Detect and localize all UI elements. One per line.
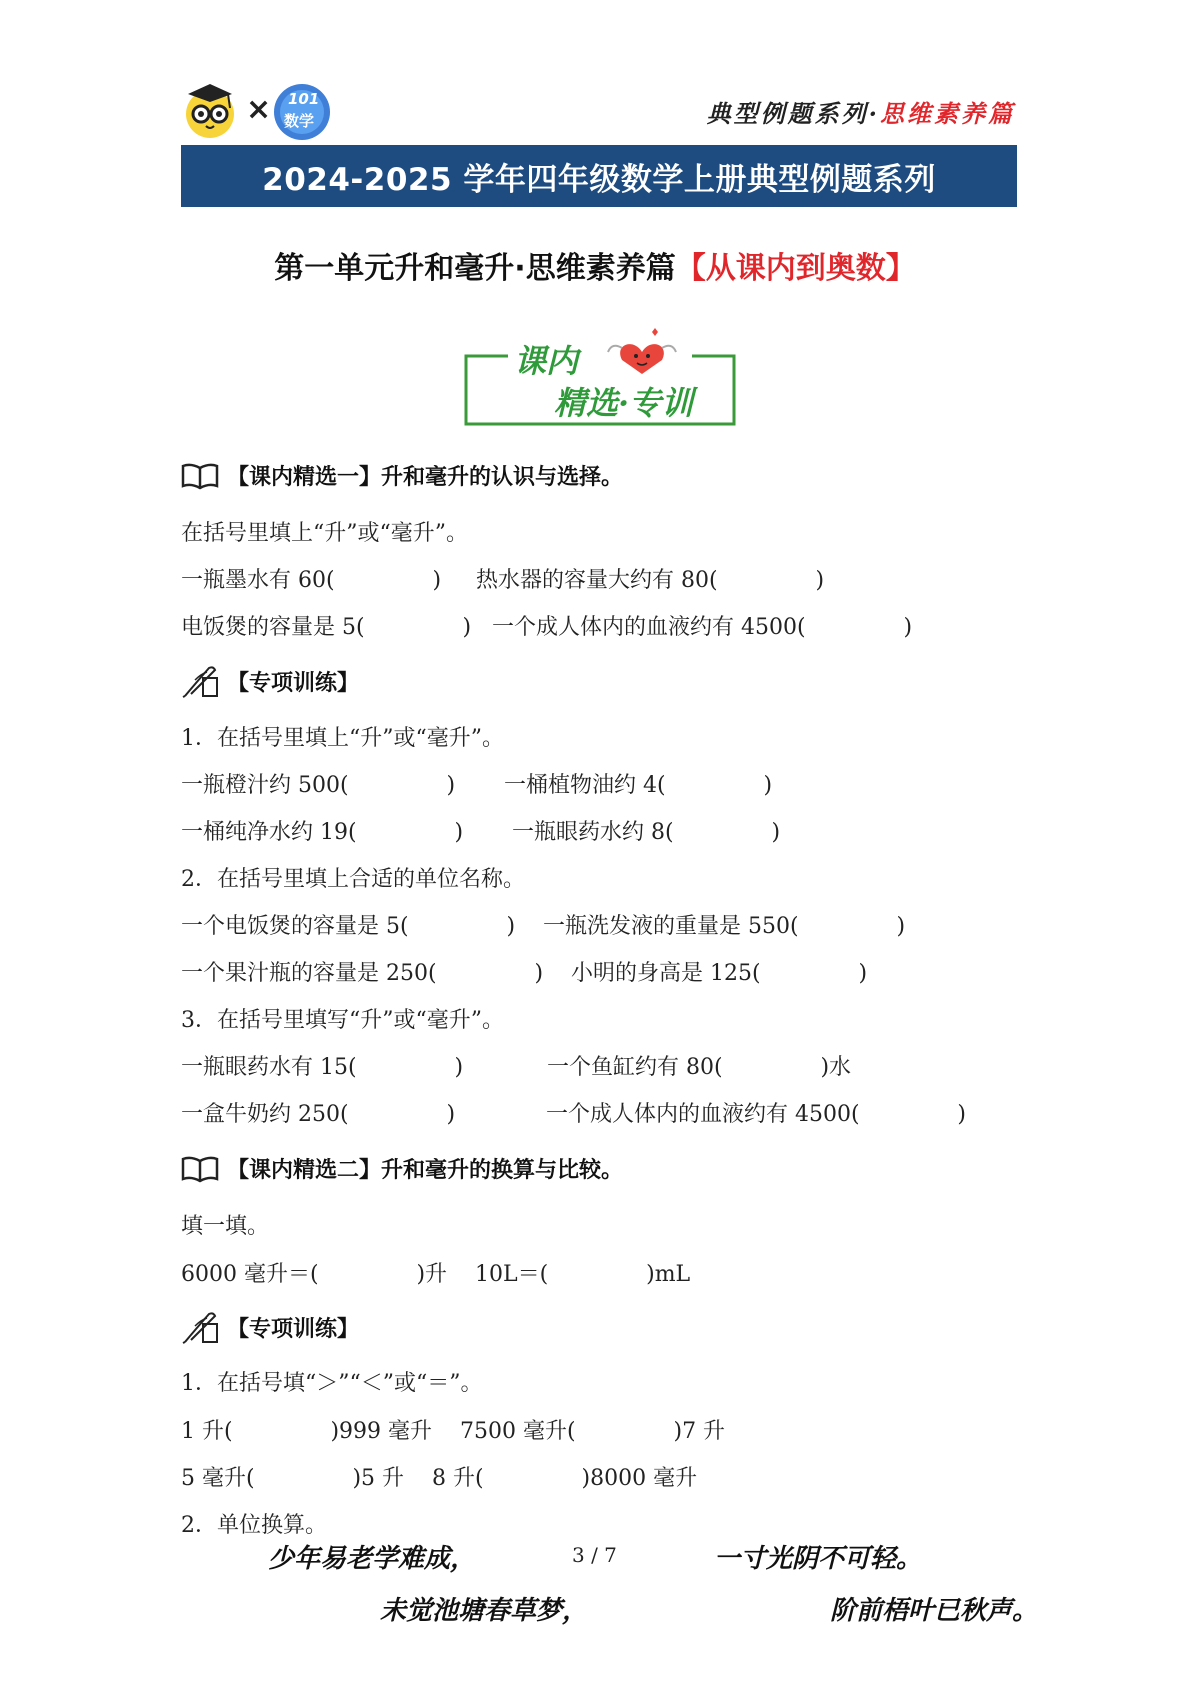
logo-text-math: 数学 [284,112,315,130]
t1-line-7: 3．在括号里填写“升”或“毫升”。 [181,1008,504,1033]
section-heading-1 [181,460,623,491]
series-title-main: 典型例题系列· [706,99,880,128]
t1-line-5: 一个电饭煲的容量是 5( ) 一瓶洗发液的重量是 550( ) [181,914,906,939]
t1-line-2: 一瓶橙汁约 500( ) 一桶植物油约 4( ) [181,773,773,798]
times-sign: × [246,92,272,127]
open-book-icon [181,462,219,490]
footer-poem-2: 一寸光阴不可轻。 [714,1544,923,1574]
t1-line-8: 一瓶眼药水有 15( ) 一个鱼缸约有 80( )水 [181,1055,852,1080]
logo-text-101: 101 [288,90,320,108]
quill-pen-icon [181,664,219,698]
section-heading-1-text: 【课内精选一】升和毫升的认识与选择。 [227,465,624,490]
s2-line-2: 6000 毫升＝( )升 10L＝( )mL [181,1262,691,1287]
footer-poem-3: 未觉池塘春草梦， [380,1596,589,1626]
quill-pen-icon [181,1310,219,1344]
section-heading-2 [181,1153,623,1184]
open-book-icon [181,1155,219,1183]
t1-line-1: 1．在括号里填上“升”或“毫升”。 [181,726,504,751]
unit-title-main: 第一单元升和毫升·思维素养篇 [274,251,676,286]
t2-line-3: 5 毫升( )5 升 8 升( )8000 毫升 [181,1466,698,1491]
series-title [707,94,1015,129]
unit-title-accent: 【从课内到奥数】 [675,251,916,286]
header-logos [180,80,340,142]
s1-line-2: 一瓶墨水有 60( ) 热水器的容量大约有 80( ) [181,568,825,593]
series-title-accent: 思维素养篇 [880,99,1015,128]
s1-line-1: 在括号里填上“升”或“毫升”。 [181,521,468,546]
s2-line-1: 填一填。 [181,1214,270,1239]
t1-line-4: 2．在括号里填上合适的单位名称。 [181,867,525,892]
training-heading-1 [181,664,359,698]
emblem-line-2: 精选·专训 [554,384,694,422]
title-banner: 2024-2025 学年四年级数学上册典型例题系列 [181,145,1017,207]
training-heading-2-text: 【专项训练】 [227,1316,360,1342]
s1-line-3: 电饭煲的容量是 5( ) 一个成人体内的血液约有 4500( ) [181,615,913,640]
t1-line-3: 一桶纯净水约 19( ) 一瓶眼药水约 8( ) [181,820,781,845]
training-heading-1-text: 【专项训练】 [227,670,360,696]
t2-line-2: 1 升( )999 毫升 7500 毫升( )7 升 [181,1419,726,1444]
section-emblem [462,324,740,430]
footer-poem-4: 阶前梧叶已秋声。 [830,1596,1039,1626]
unit-title [0,243,1190,287]
emblem-line-1: 课内 [514,342,579,380]
footer-poem-1: 少年易老学难成， [268,1544,477,1574]
t2-line-4: 2．单位换算。 [181,1513,327,1538]
section-heading-2-text: 【课内精选二】升和毫升的换算与比较。 [227,1158,624,1183]
page-number: 3 / 7 [572,1543,617,1567]
training-heading-2 [181,1310,359,1344]
t1-line-9: 一盒牛奶约 250( ) 一个成人体内的血液约有 4500( ) [181,1102,967,1127]
t1-line-6: 一个果汁瓶的容量是 250( ) 小明的身高是 125( ) [181,961,868,986]
t2-line-1: 1．在括号填“＞”“＜”或“＝”。 [181,1371,483,1396]
